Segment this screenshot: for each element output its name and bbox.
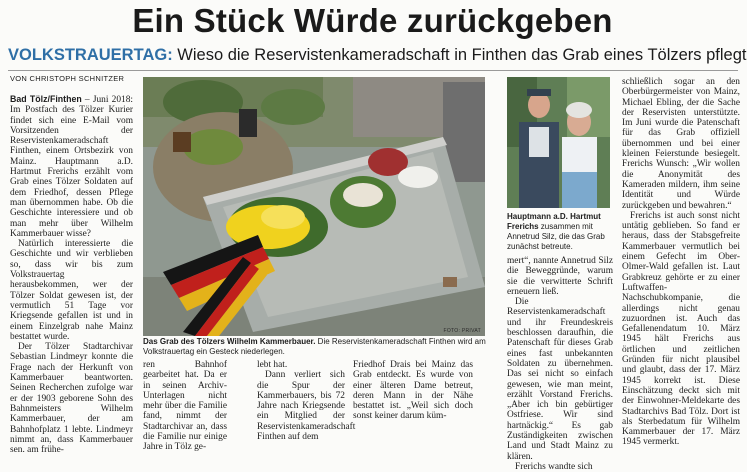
grave-photo (143, 77, 485, 336)
caption-bold: Hauptmann a.D. Hartmut Frerichs (507, 212, 601, 231)
grave-photo-illustration (143, 77, 485, 336)
article-column-2 (143, 360, 227, 453)
paragraph: schließlich sogar an den Oberbürgermeister von Mainz, Michael Ebling, der die Sache der Reservisten unterstützte. Im Juni wurde die Patenschaft für das Grab offiziell übernommen und bei einer kleinen Feierstunde besiegelt. Frerichs Wunsch: „Wir wollen die Anonymität des Kameraden mildern, ihm seine Identität und Würde zurückgeben und bewahren.“ (622, 77, 740, 211)
grave-photo-caption (143, 337, 488, 357)
caption-text: zusammen mit Annetrud Silz, die das Grab zunächst betreute. (507, 222, 605, 251)
lead-paragraph (10, 94, 133, 239)
article-column-3b (353, 360, 473, 444)
photo-credit: FOTO: PRIVAT (443, 328, 481, 334)
paragraph: Friedhof Drais bei Mainz das Grab entdeckt. Es wurde von einer älteren Dame betreut, deren Mann in der Nähe bestattet ist. „Weil sich doch sonst keiner darum küm- (353, 360, 473, 422)
portrait-photo-illustration (507, 77, 610, 208)
paragraph: Die Reservistenkameradschaft und ihr Freundeskreis beschlossen daraufhin, die Patenschaft für dieses Grab eines fast unbekannten Soldaten zu übernehmen. Das sei nicht so einfach gewesen, wie man meint, erzählt Vorstand Frerichs. „Aber ich bin gebürtiger Ostfriese. Wir sind hartnäckig.“ Es gab Zuständigkeiten zwischen Land und Stadt Mainz zu klären. (507, 297, 613, 462)
dateline: Bad Tölz/Finthen (10, 94, 82, 104)
lead-text: – Juni 2018: Im Postfach des Tölzer Kurier findet sich eine E-Mail vom Vorsitzenden der Reservistenkameradschaft Finthen, einem Ortsbezirk von Mainz. Hauptmann a.D. Hartmut Frerichs erzählt vom Grab eines Tölzer Soldaten auf dem Friedhof, dessen Pflege man übernommen habe. Ob die Geschichte interessiere und ob man mehr über Wilhelm Kammerbauer wisse? (10, 95, 133, 239)
paragraph: Dann verliert sich die Spur der Kammerbauers, bis 72 Jahre nach Kriegsende ein Mitglied der Reservistenkameradschaft Finthen auf dem (257, 370, 356, 443)
caption-bold: Das Grab des Tölzers Wilhelm Kammerbauer. (143, 337, 316, 346)
headline: Ein Stück Würde zurückgeben (132, 2, 613, 39)
article-column-1 (10, 94, 133, 456)
paragraph: Frerichs wandte sich (515, 461, 593, 472)
headline-rule (8, 70, 738, 71)
article-column-4 (507, 256, 613, 472)
paragraph: mert“, nannte Annetrud Silz die Beweggründe, warum sie die verwitterte Schrift erneuern ließ. (507, 256, 613, 297)
paragraph: Natürlich interessierte die Geschichte und wir verblieben so, dass wir bis zum Volkstrauertag herausbekommen, wer der Tölzer Soldat gewesen ist, der vermutlich 51 Tage vor Kriegsende gefallen ist und in einem Einzelgrab nahe Mainz bestattet wurde. (10, 239, 133, 342)
caption-text: Die Reservistenkameradschaft Finthen wird am Volkstrauertag ein Gesteck niederlegen. (143, 337, 486, 356)
paragraph: Frerichs ist auch sonst nicht untätig geblieben. So fand er heraus, dass der Stabsgefreite Kammerbauer vermutlich bei einem Gefecht im Ober-Olmer-Wald gefallen ist. Laut Grabkreuz gehörte er zu einer Luftwaffen-Nachschubkompanie, die allerdings nicht genau zuzuordnen ist. Auch das Gefallenendatum 10. März 1945 hält Frerichs aus örtlichen und zeitlichen Gründen für nicht plausibel und glaubt, dass der 17. März 1945 korrekt ist. Diese Einschätzung deckt sich mit der Einwohner-Meldekarte des Stadtarchivs Bad Tölz. Dort ist als Sterbedatum für Wilhelm Kammerbauer der 17. März 1945 vermerkt. (622, 210, 740, 448)
paragraph: Der Tölzer Stadtarchivar Sebastian Lindmeyr konnte die Frage nach der Herkunft von Kammerbauer beantworten. Seinen Recherchen zufolge war er der 1903 geborene Sohn des Bahnmeisters Wilhelm Kammerbauer, der am Bahnhofplatz 1 lebte. Lindmeyr nimmt an, dass Kammerbauer sen. am frühe- (10, 342, 133, 456)
article-column-5 (622, 77, 740, 448)
kicker (8, 46, 747, 65)
paragraph: ren Bahnhof gearbeitet hat. Da er in seinen Archiv-Unterlagen nicht mehr über die Familie fand, nimmt der Stadtarchivar an, dass die Familie nur einige Jahre in Tölz ge- (143, 360, 227, 453)
kicker-text: Wieso die Reservistenkameradschaft in Finthen das Grab eines Tölzers pflegt (177, 46, 747, 64)
paragraph: lebt hat. (257, 360, 288, 370)
portrait-photo (507, 77, 610, 208)
kicker-keyword: VOLKSTRAUERTAG: (8, 46, 173, 64)
portrait-photo-caption (507, 212, 613, 252)
article-column-3 (257, 360, 356, 444)
byline: VON CHRISTOPH SCHNITZER (10, 74, 125, 83)
